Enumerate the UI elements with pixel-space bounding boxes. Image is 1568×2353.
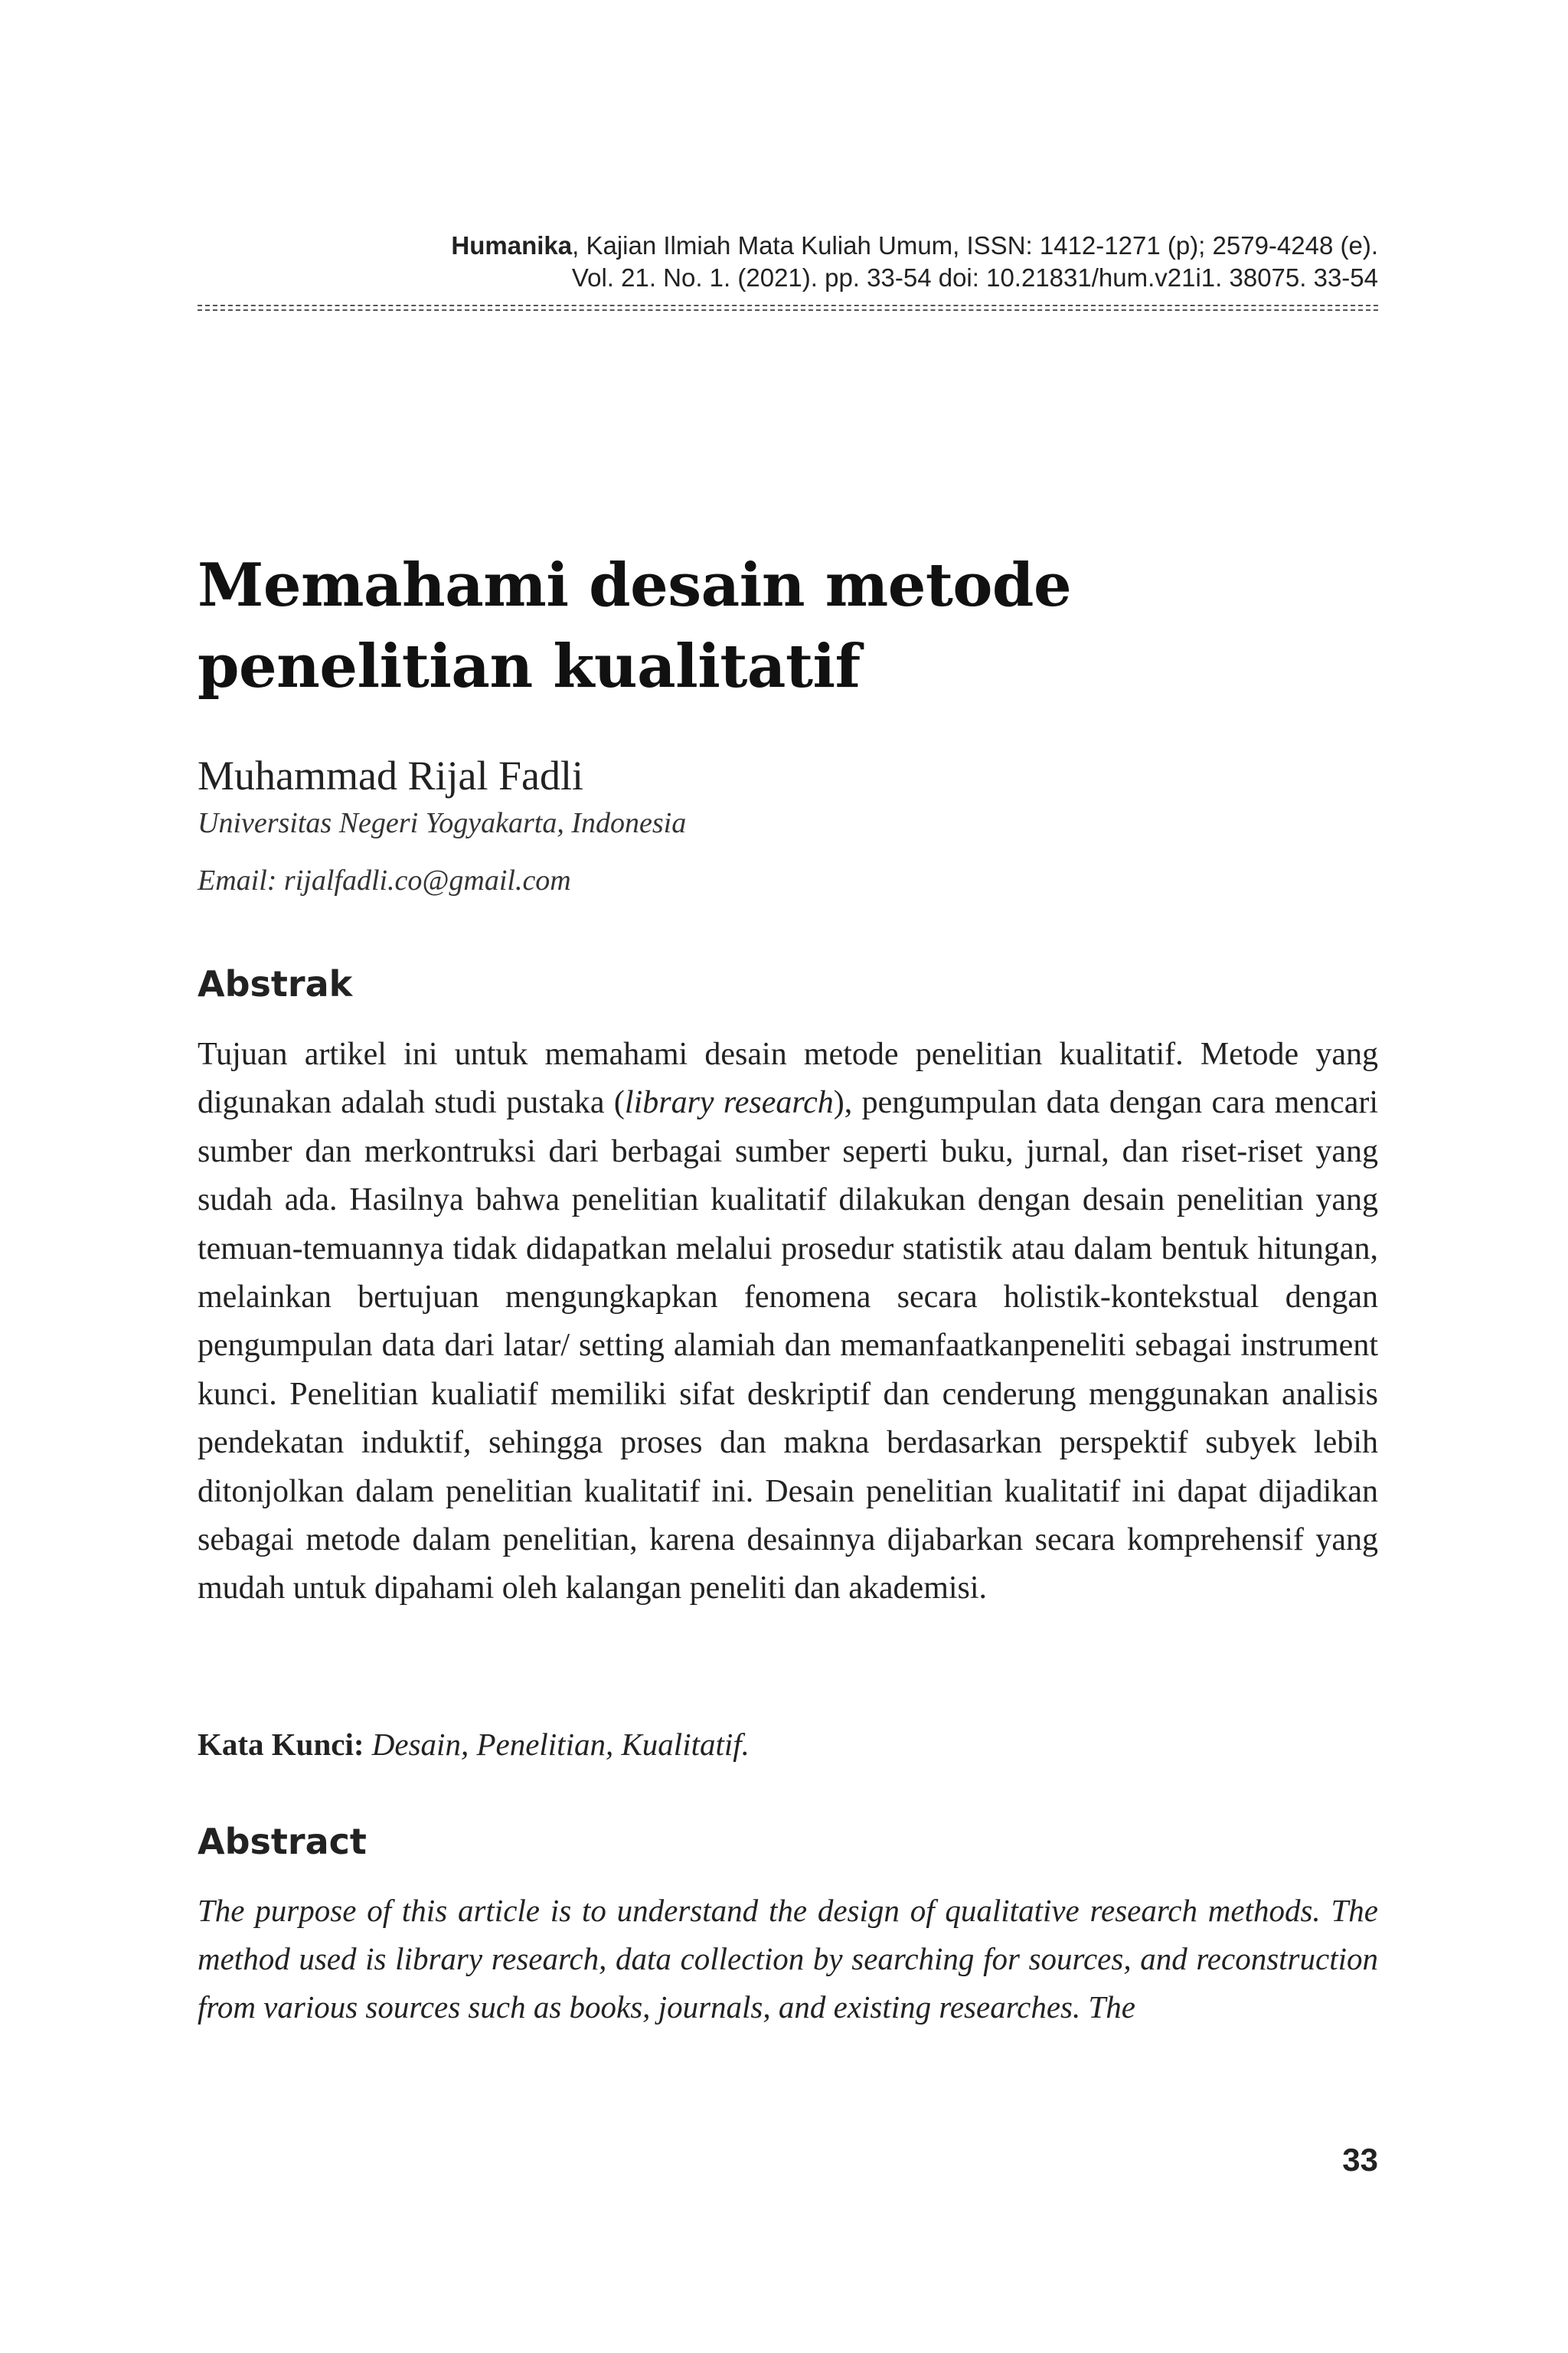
journal-name: Humanika: [451, 231, 573, 260]
keywords-value: Desain, Penelitian, Kualitatif.: [364, 1727, 750, 1762]
abstract-paragraph: The purpose of this article is to understand the design of qualitative research methods. The method used is library research, data collection by searching for sources, and reconstruction from various sources such as books, journals, and existing researches. The: [198, 1893, 1378, 2025]
header-line-1: [198, 230, 1378, 262]
header-divider: [198, 305, 1378, 306]
keywords-label: Kata Kunci:: [198, 1727, 364, 1762]
author-email: Email: rijalfadli.co@gmail.com: [198, 864, 571, 897]
journal-info: , Kajian Ilmiah Mata Kuliah Umum, ISSN: 1412-1271 (p); 2579-4248 (e).: [572, 231, 1378, 260]
header-line-2: Vol. 21. No. 1. (2021). pp. 33-54 doi: 10.21831/hum.v21i1. 38075. 33-54: [571, 263, 1378, 292]
keywords: [198, 1723, 750, 1766]
header-divider-lower: [198, 309, 1378, 311]
author-affiliation: Universitas Negeri Yogyakarta, Indonesia: [198, 807, 687, 839]
abstract-heading: Abstract: [198, 1821, 367, 1862]
page-number: 33: [1342, 2142, 1378, 2178]
author-name: Muhammad Rijal Fadli: [198, 753, 583, 799]
abstrak-paragraph: [198, 1031, 1378, 1613]
abstrak-text-italic: library research: [624, 1085, 834, 1121]
abstrak-text-part-2: ), pengumpulan data dengan cara mencari sumber dan merkontruksi dari berbagai sumber seperti buku, jurnal, dan riset-riset yang sudah ada. Hasilnya bahwa penelitian kualitatif dilakukan dengan desain penelitian yang temuan-temuannya tidak didapatkan melalui prosedur statistik atau dalam bentuk hitungan, melainkan bertujuan mengungkapkan fenomena secara holistik-kontekstual dengan pengumpulan data dari latar/ setting alamiah dan memanfaatkanpeneliti sebagai instrument kunci. Penelitian kualiatif memiliki sifat deskriptif dan cenderung menggunakan analisis pendekatan induktif, sehingga proses dan makna berdasarkan perspektif subyek lebih ditonjolkan dalam penelitian kualitatif ini. Desain penelitian kualitatif ini dapat dijadikan sebagai metode dalam penelitian, karena desainnya dijabarkan secara komprehensif yang mudah untuk dipahami oleh kalangan peneliti dan akademisi.: [198, 1085, 1378, 1606]
abstrak-heading: Abstrak: [198, 963, 353, 1005]
abstrak-text-part-1: Tujuan artikel ini untuk memahami desain metode penelitian kualitatif. Metode yang digunakan adalah studi pustaka (: [198, 1037, 1378, 1121]
running-header: [198, 230, 1378, 294]
article-title: Memahami desain metode penelitian kualitatif: [198, 551, 1072, 701]
